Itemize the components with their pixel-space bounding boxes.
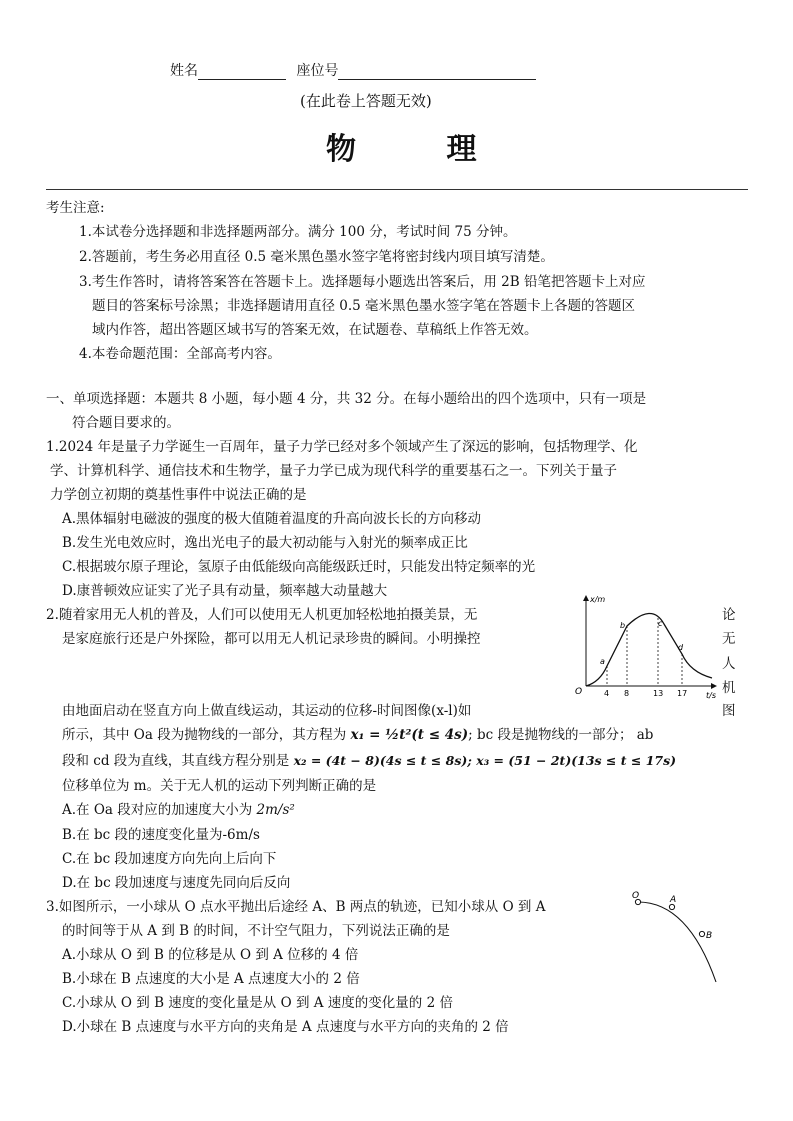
- point-label-d: d: [678, 643, 684, 652]
- seat-label: 座位号: [296, 63, 339, 79]
- q2-stem-right: 无: [722, 631, 736, 647]
- section-heading: 一、单项选择题：本题共 8 小题，每小题 4 分，共 32 分。在每小题给出的四个选项中，只有一项是: [46, 391, 647, 407]
- q2-equation-1: x₁ = ½t²(t ≤ 4s): [350, 727, 469, 743]
- q2-stem-eq1-line: [62, 723, 653, 743]
- q2-text: 段和 cd 段为直线，其直线方程分别是: [62, 753, 294, 769]
- notice-item: 1.本试卷分选择题和非选择题两部分。满分 100 分，考试时间 75 分钟。: [79, 224, 517, 240]
- q2-option-b[interactable]: B.在 bc 段的速度变化量为-6m/s: [62, 827, 260, 843]
- notice-item: 2.答题前，考生务必用直径 0.5 毫米黑色墨水签字笔将密封线内项目填写清楚。: [79, 249, 554, 265]
- x-axis-label: t/s: [706, 691, 716, 700]
- q2-xt-graph: [572, 590, 722, 700]
- q2-stem-right: 图: [722, 703, 736, 719]
- q2-option-a-text: A.在 Oa 段对应的加速度大小为: [62, 802, 257, 818]
- q2-stem-eq2-line: [62, 749, 676, 769]
- tick-label: 17: [677, 689, 688, 698]
- q2-option-a-value: 2m/s²: [256, 802, 295, 818]
- point-a-marker: [669, 904, 674, 909]
- header-divider: [46, 189, 748, 190]
- q1-option-d[interactable]: D.康普顿效应证实了光子具有动量，频率越大动量越大: [62, 583, 388, 599]
- name-blank[interactable]: [198, 65, 286, 80]
- answer-note: (在此卷上答题无效): [300, 92, 432, 110]
- point-b-marker: [699, 931, 704, 936]
- q1-option-c[interactable]: C.根据玻尔原子理论，氢原子由低能级向高能级跃迁时，只能发出特定频率的光: [62, 559, 536, 575]
- y-axis-label: x/m: [590, 595, 606, 604]
- notice-item: 3.考生作答时，请将答案答在答题卡上。选择题每小题选出答案后，用 2B 铅笔把答题卡上对应: [79, 274, 646, 290]
- trajectory-curve: [638, 902, 716, 982]
- q1-stem: 学、计算机科学、通信技术和生物学，量子力学已成为现代科学的重要基石之一。下列关于量子: [50, 463, 617, 479]
- student-info-line: [170, 60, 536, 80]
- point-label-b: b: [620, 621, 626, 630]
- q2-stem: 由地面启动在竖直方向上做直线运动，其运动的位移-时间图像(x-l)如: [62, 703, 472, 719]
- point-o-label: O: [632, 891, 640, 901]
- tick-label: 8: [624, 689, 630, 698]
- q1-option-b[interactable]: B.发生光电效应时，逸出光电子的最大初动能与入射光的频率成正比: [62, 535, 468, 551]
- q3-trajectory-figure: [628, 888, 728, 988]
- tick-label: 13: [653, 689, 664, 698]
- point-a-label: A: [670, 895, 677, 905]
- seat-blank[interactable]: [338, 65, 536, 80]
- q1-stem: 力学创立初期的奠基性事件中说法正确的是: [50, 487, 307, 503]
- q2-option-c[interactable]: C.在 bc 段加速度方向先向上后向下: [62, 851, 277, 867]
- q2-option-d[interactable]: D.在 bc 段加速度与速度先同向后反向: [62, 875, 291, 891]
- q2-stem-right: 机: [722, 680, 736, 696]
- q3-stem: 3.如图所示，一小球从 O 点水平抛出后途经 A、B 两点的轨迹，已知小球从 O 到 A: [46, 899, 546, 915]
- q2-text: 所示，其中 Oa 段为抛物线的一部分，其方程为: [62, 727, 351, 743]
- q2-stem: 位移单位为 m。关于无人机的运动下列判断正确的是: [62, 778, 377, 794]
- point-label-c: c: [658, 619, 663, 628]
- q2-equation-2: x₂ = (4t − 8)(4s ≤ t ≤ 8s); x₃ = (51 − 2t)(13s ≤ t ≤ 17s): [293, 753, 677, 768]
- q2-stem: 2.随着家用无人机的普及，人们可以使用无人机更加轻松地拍摄美景，无: [46, 607, 478, 623]
- notice-item: 4.本卷命题范围：全部高考内容。: [79, 346, 281, 362]
- notice-item-cont: 题目的答案标号涂黑；非选择题请用直径 0.5 毫米黑色墨水签字笔在答题卡上各题的答题区: [92, 298, 636, 314]
- point-b-label: B: [706, 931, 713, 941]
- origin-label: O: [575, 687, 583, 697]
- q2-text: ; bc 段是抛物线的一部分； ab: [468, 727, 654, 743]
- q2-stem-right: 论: [722, 607, 736, 623]
- q2-option-a[interactable]: [62, 798, 295, 818]
- q1-stem: 1.2024 年是量子力学诞生一百周年，量子力学已经对多个领域产生了深远的影响，包括物理学、化: [46, 439, 638, 455]
- xt-curve: [586, 613, 712, 686]
- q3-option-b[interactable]: B.小球在 B 点速度的大小是 A 点速度大小的 2 倍: [62, 971, 360, 987]
- q3-option-a[interactable]: A.小球从 O 到 B 的位移是从 O 到 A 位移的 4 倍: [62, 947, 359, 963]
- q3-option-c[interactable]: C.小球从 O 到 B 速度的变化量是从 O 到 A 速度的变化量的 2 倍: [62, 995, 453, 1011]
- section-heading-cont: 符合题目要求的。: [72, 415, 180, 431]
- q2-stem-right: 人: [722, 656, 736, 672]
- name-label: 姓名: [170, 63, 198, 79]
- q1-option-a[interactable]: A.黑体辐射电磁波的强度的极大值随着温度的升高向波长长的方向移动: [62, 511, 482, 527]
- q2-stem: 是家庭旅行还是户外探险，都可以用无人机记录珍贵的瞬间。小明操控: [62, 631, 481, 647]
- notice-heading: 考生注意:: [46, 200, 105, 216]
- page-title: 物 理: [326, 132, 517, 167]
- notice-item-cont: 域内作答，超出答题区域书写的答案无效，在试题卷、草稿纸上作答无效。: [92, 322, 538, 338]
- point-label-a: a: [600, 657, 605, 666]
- tick-label: 4: [604, 689, 610, 698]
- q3-stem: 的时间等于从 A 到 B 的时间，不计空气阻力，下列说法正确的是: [62, 923, 450, 939]
- q3-option-d[interactable]: D.小球在 B 点速度与水平方向的夹角是 A 点速度与水平方向的夹角的 2 倍: [62, 1019, 509, 1035]
